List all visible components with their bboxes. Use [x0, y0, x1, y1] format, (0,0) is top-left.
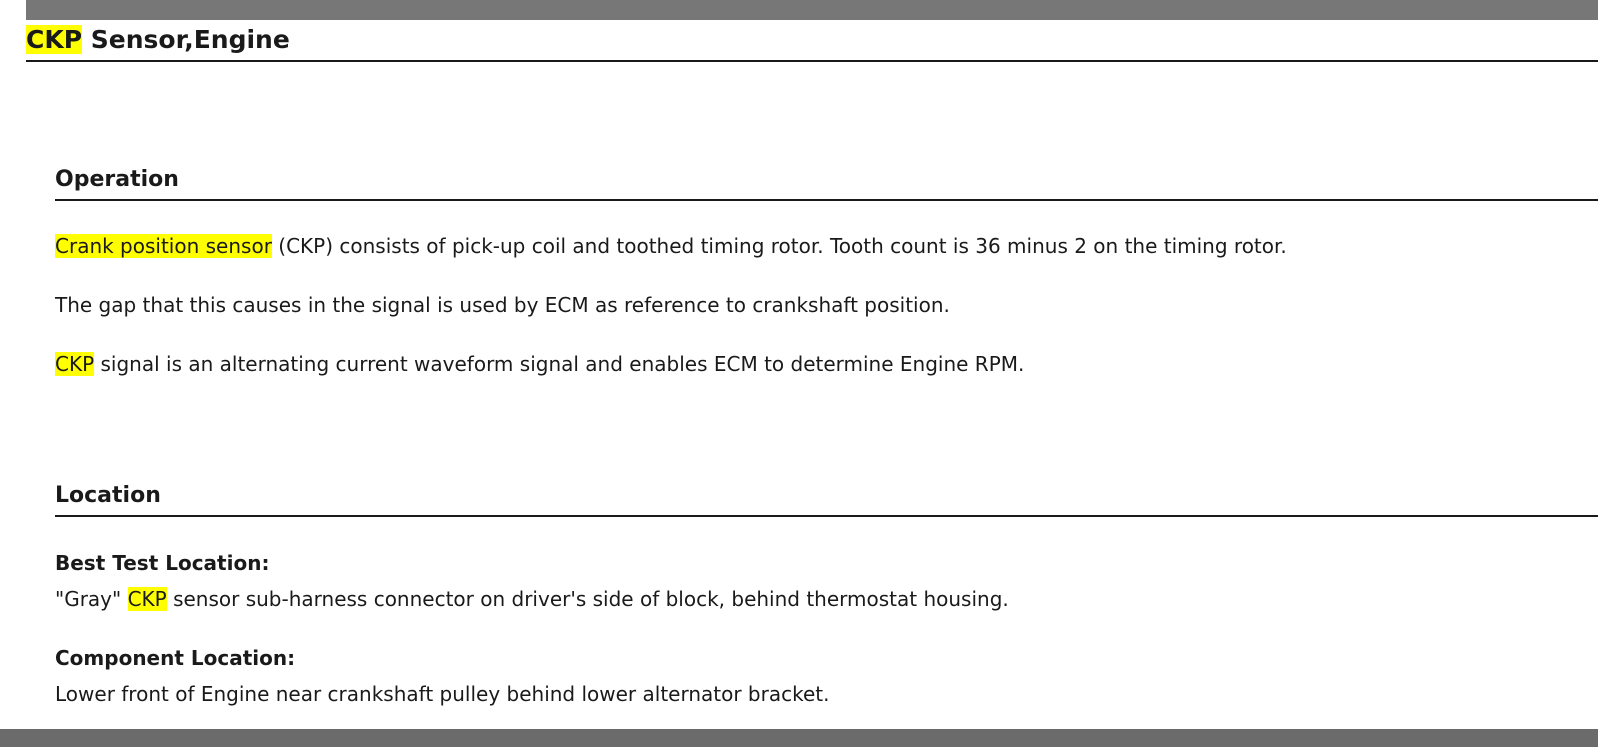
paragraph-text: sensor sub-harness connector on driver's side of block, behind thermostat housing.	[166, 587, 1009, 611]
search-highlight: CKP	[55, 352, 95, 376]
location-heading: Location	[55, 479, 1598, 517]
bottom-bar	[0, 729, 1598, 747]
component-location-label: Component Location:	[55, 646, 296, 670]
operation-paragraph-1	[55, 232, 1287, 260]
paragraph-text: signal is an alternating current waveform signal and enables ECM to determine Engine RPM.	[94, 352, 1025, 376]
paragraph-text: (CKP) consists of pick-up coil and toothed timing rotor. Tooth count is 36 minus 2 on the timing rotor.	[271, 234, 1287, 258]
page-title-text: Sensor,Engine	[82, 25, 290, 54]
component-location-text: Lower front of Engine near crankshaft pulley behind lower alternator bracket.	[55, 682, 830, 706]
best-test-location-text	[55, 585, 1009, 613]
connector-color: "Gray"	[55, 587, 128, 611]
best-test-location-label: Best Test Location:	[55, 551, 270, 575]
search-highlight: Crank position sensor	[55, 234, 272, 258]
search-highlight: CKP	[26, 25, 83, 54]
operation-heading: Operation	[55, 163, 1598, 201]
top-bar	[26, 0, 1598, 20]
operation-paragraph-2: The gap that this causes in the signal is used by ECM as reference to crankshaft position.	[55, 293, 950, 317]
search-highlight: CKP	[127, 587, 167, 611]
page-title	[26, 22, 1598, 62]
operation-paragraph-3	[55, 350, 1024, 378]
